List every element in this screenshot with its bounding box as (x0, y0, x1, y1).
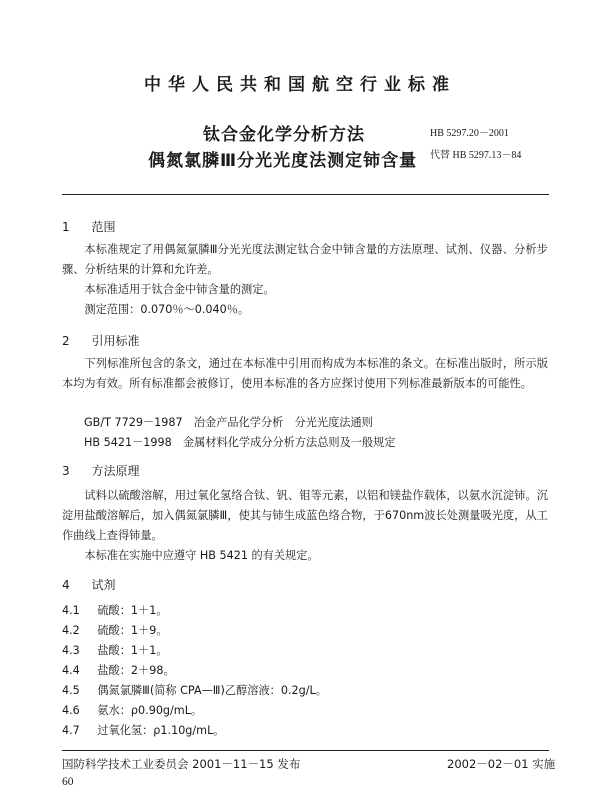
reagent-item (62, 642, 168, 658)
page-number: 60 (62, 776, 74, 788)
section-3-paragraph-1: 试料以硫酸溶解，用过氧化氢络合钛、钒、钼等元素，以铝和镁盐作载体，以氨水沉淀铈。沉淀用盐酸溶解后，加入偶氮氯膦Ⅲ，使其与铈生成蓝色络合物，于670nm波长处测量吸光度，从工作曲线上查得铈量。 (62, 489, 548, 542)
standard-org-title: 中华人民共和国航空行业标准 (144, 75, 456, 95)
reagent-item (62, 682, 327, 698)
item-number: 4.2 (62, 624, 80, 637)
document-title-line2: 偶氮氯膦Ⅲ分光光度法测定铈含量 (148, 151, 418, 171)
reagent-item (62, 702, 202, 718)
section-title: 引用标准 (91, 334, 140, 348)
item-number: 4.6 (62, 704, 80, 717)
item-text: 过氧化氢：ρ1.10g/mL。 (97, 724, 225, 737)
section-number: 3 (62, 464, 70, 478)
item-number: 4.1 (62, 604, 80, 617)
section-4-heading (62, 576, 115, 593)
section-number: 1 (62, 220, 70, 234)
replaces-standard: 代替 HB 5297.13－84 (430, 150, 522, 161)
footer-divider (62, 750, 549, 751)
item-number: 4.3 (62, 644, 80, 657)
reagent-item (62, 722, 225, 738)
item-number: 4.4 (62, 664, 80, 677)
item-text: 硫酸：1＋9。 (97, 624, 168, 637)
section-1-paragraph-1: 本标准规定了用偶氮氯膦Ⅲ分光光度法测定钛合金中铈含量的方法原理、试剂、仪器、分析步骤、分析结果的计算和允许差。 (62, 243, 548, 276)
document-title-line1: 钛合金化学分析方法 (203, 125, 365, 145)
standard-code: HB 5297.20－2001 (430, 128, 509, 139)
item-text: 氨水：ρ0.90g/mL。 (97, 704, 203, 717)
section-1-paragraph-3: 测定范围：0.070％～0.040％。 (84, 303, 250, 316)
effective-date: 2002－02－01 实施 (447, 757, 556, 771)
section-1-paragraph-2: 本标准适用于钛合金中铈含量的测定。 (84, 283, 275, 296)
section-title: 方法原理 (91, 464, 140, 478)
section-3-paragraph-2: 本标准在实施中应遵守 HB 5421 的有关规定。 (84, 549, 319, 562)
section-2-heading (62, 332, 139, 349)
section-2-paragraph-1: 下列标准所包含的条文，通过在本标准中引用而构成为本标准的条文。在标准出版时，所示版本均为有效。所有标准都会被修订，使用本标准的各方应探讨使用下列标准最新版本的可能性。 (62, 357, 548, 390)
issue-date: 国防科学技术工业委员会 2001－11－15 发布 (62, 757, 301, 771)
reagent-item (62, 622, 168, 638)
item-text: 盐酸：1＋1。 (97, 644, 168, 657)
reagent-item (62, 602, 168, 618)
header-divider (62, 194, 549, 195)
section-number: 4 (62, 578, 70, 592)
section-1-heading (62, 218, 115, 235)
reference-hb-5421: HB 5421－1998 金属材料化学成分分析方法总则及一般规定 (84, 436, 396, 449)
section-number: 2 (62, 334, 70, 348)
item-text: 偶氮氯膦Ⅲ(简称 CPA—Ⅲ)乙醇溶液：0.2g/L。 (97, 684, 327, 697)
reagent-item (62, 662, 175, 678)
item-text: 硫酸：1＋1。 (97, 604, 168, 617)
section-3-heading (62, 462, 139, 479)
section-title: 试剂 (91, 578, 116, 592)
section-title: 范围 (91, 220, 116, 234)
item-number: 4.5 (62, 684, 80, 697)
item-text: 盐酸：2＋98。 (97, 664, 175, 677)
item-number: 4.7 (62, 724, 80, 737)
reference-gb-7729: GB/T 7729－1987 冶金产品化学分析 分光光度法通则 (84, 416, 373, 429)
